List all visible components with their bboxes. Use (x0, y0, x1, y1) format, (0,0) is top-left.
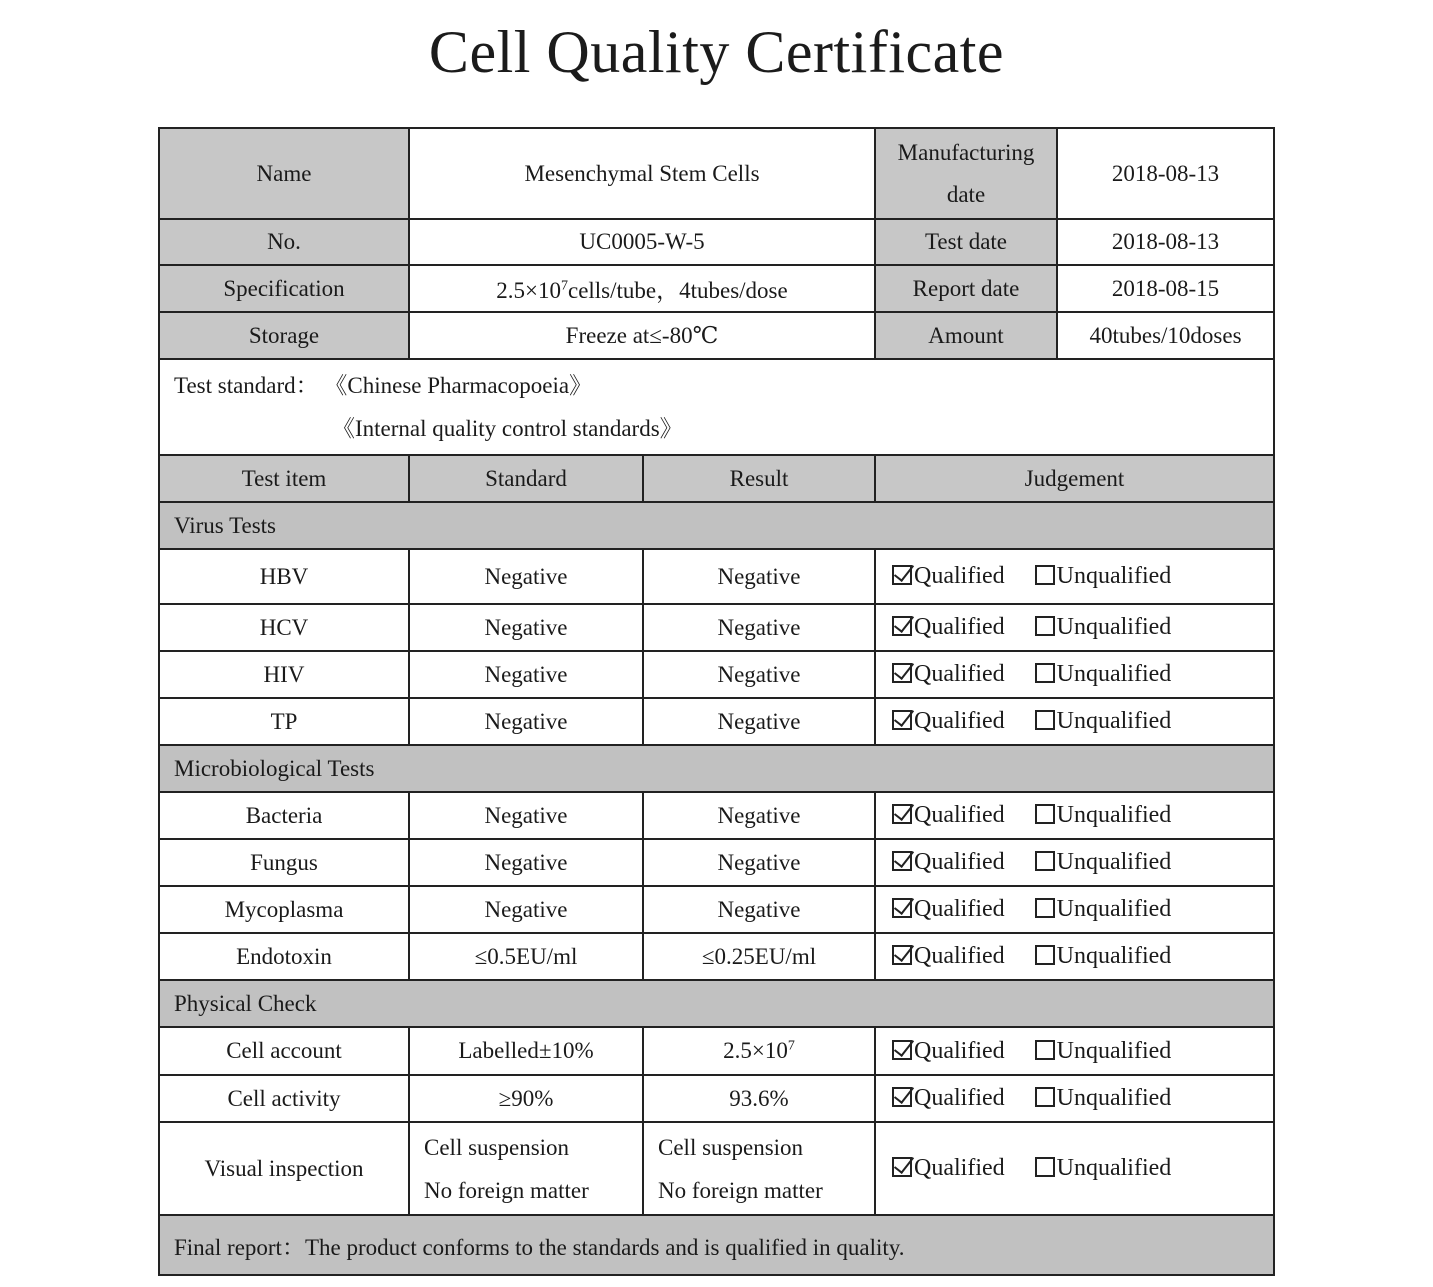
amount-label: Amount (875, 312, 1057, 359)
qualified-label: Qualified (914, 802, 1005, 828)
result-exponent: 7 (787, 1038, 795, 1054)
result-line1: Cell suspension (658, 1134, 804, 1160)
standard-value: Negative (409, 651, 643, 698)
unqualified-label: Unqualified (1056, 849, 1172, 875)
standard-value: Negative (409, 886, 643, 933)
info-row-storage (159, 312, 1274, 359)
final-report-cell (159, 1215, 1274, 1275)
test-item: TP (159, 698, 409, 745)
qualified-label: Qualified (914, 943, 1005, 969)
result-value: ≤0.25EU/ml (643, 933, 875, 980)
table-row (159, 1027, 1274, 1075)
table-row (159, 651, 1274, 698)
judgement-cell (875, 549, 1274, 604)
standard-value: ≤0.5EU/ml (409, 933, 643, 980)
standard-value: Labelled±10% (409, 1027, 643, 1075)
test-date-value: 2018-08-13 (1057, 219, 1274, 265)
standard-value: Negative (409, 792, 643, 839)
test-standard-line2: 《Internal quality control standards》 (332, 416, 683, 441)
final-report-label: Final report： (174, 1234, 305, 1260)
unqualified-checkbox[interactable] (1035, 804, 1055, 824)
judgement-cell (875, 1075, 1274, 1122)
unqualified-label: Unqualified (1056, 563, 1172, 589)
judgement-cell (875, 933, 1274, 980)
unqualified-checkbox[interactable] (1035, 616, 1055, 636)
result-value: Negative (643, 792, 875, 839)
result-value: Negative (643, 839, 875, 886)
unqualified-checkbox[interactable] (1035, 1157, 1055, 1177)
qualified-checkbox[interactable] (892, 663, 912, 683)
info-row-spec (159, 265, 1274, 312)
unqualified-checkbox[interactable] (1035, 1087, 1055, 1107)
qualified-checkbox[interactable] (892, 616, 912, 636)
test-item: Cell activity (159, 1075, 409, 1122)
unqualified-checkbox[interactable] (1035, 945, 1055, 965)
result-value: Negative (643, 651, 875, 698)
certificate-table (158, 127, 1275, 1276)
standard-value: Negative (409, 604, 643, 651)
qualified-label: Qualified (914, 896, 1005, 922)
result-value: Negative (643, 698, 875, 745)
test-item: HIV (159, 651, 409, 698)
manufacturing-date-label (875, 128, 1057, 219)
judgement-cell (875, 886, 1274, 933)
unqualified-checkbox[interactable] (1035, 663, 1055, 683)
section-micro (159, 745, 1274, 792)
test-standard-cell (159, 359, 1274, 455)
qualified-checkbox[interactable] (892, 898, 912, 918)
result-value: 93.6% (643, 1075, 875, 1122)
judgement-cell (875, 698, 1274, 745)
unqualified-checkbox[interactable] (1035, 1040, 1055, 1060)
test-item: HCV (159, 604, 409, 651)
judgement-cell (875, 1027, 1274, 1075)
standard-value (409, 1122, 643, 1215)
result-line2: No foreign matter (658, 1177, 823, 1203)
test-item: Mycoplasma (159, 886, 409, 933)
test-item: Fungus (159, 839, 409, 886)
unqualified-label: Unqualified (1056, 802, 1172, 828)
storage-value: Freeze at≤-80℃ (409, 312, 875, 359)
name-value: Mesenchymal Stem Cells (409, 128, 875, 219)
test-item: Endotoxin (159, 933, 409, 980)
section-virus-label: Virus Tests (159, 502, 1274, 549)
result-value: Negative (643, 886, 875, 933)
result-value (643, 1122, 875, 1215)
qualified-checkbox[interactable] (892, 945, 912, 965)
qualified-label: Qualified (914, 849, 1005, 875)
result-value (643, 1027, 875, 1075)
manufacturing-date-value: 2018-08-13 (1057, 128, 1274, 219)
header-judgement: Judgement (875, 455, 1274, 502)
standard-value: Negative (409, 839, 643, 886)
test-standard-row (159, 359, 1274, 455)
qualified-checkbox[interactable] (892, 1157, 912, 1177)
header-result: Result (643, 455, 875, 502)
storage-label: Storage (159, 312, 409, 359)
unqualified-label: Unqualified (1056, 661, 1172, 687)
judgement-cell (875, 651, 1274, 698)
manufacturing-label-line2: date (946, 181, 986, 207)
test-item: HBV (159, 549, 409, 604)
table-row (159, 1075, 1274, 1122)
standard-line2: No foreign matter (424, 1177, 589, 1203)
table-row (159, 1122, 1274, 1215)
test-item: Visual inspection (159, 1122, 409, 1215)
judgement-cell (875, 792, 1274, 839)
header-test-item: Test item (159, 455, 409, 502)
test-item: Cell account (159, 1027, 409, 1075)
unqualified-label: Unqualified (1056, 614, 1172, 640)
table-row (159, 839, 1274, 886)
test-standard-label: Test standard： (174, 373, 319, 398)
final-report-text: The product conforms to the standards and is qualified in quality. (304, 1234, 905, 1260)
table-row (159, 549, 1274, 604)
qualified-checkbox[interactable] (892, 710, 912, 730)
standard-value: Negative (409, 698, 643, 745)
unqualified-checkbox[interactable] (1035, 898, 1055, 918)
table-row (159, 886, 1274, 933)
info-row-name (159, 128, 1274, 219)
test-standard-line1: 《Chinese Pharmacopoeia》 (324, 373, 593, 398)
spec-value-exponent: 7 (560, 278, 568, 294)
qualified-label: Qualified (914, 614, 1005, 640)
judgement-cell (875, 1122, 1274, 1215)
unqualified-label: Unqualified (1056, 943, 1172, 969)
section-physical-label: Physical Check (159, 980, 1274, 1027)
standard-value: ≥90% (409, 1075, 643, 1122)
page-title: Cell Quality Certificate (428, 19, 1005, 85)
qualified-checkbox[interactable] (892, 851, 912, 871)
section-virus (159, 502, 1274, 549)
qualified-label: Qualified (914, 708, 1005, 734)
qualified-checkbox[interactable] (892, 804, 912, 824)
standard-value: Negative (409, 549, 643, 604)
table-header-row (159, 455, 1274, 502)
report-date-label: Report date (875, 265, 1057, 312)
judgement-cell (875, 839, 1274, 886)
table-row (159, 933, 1274, 980)
info-row-no (159, 219, 1274, 265)
unqualified-checkbox[interactable] (1035, 710, 1055, 730)
manufacturing-label-line1: Manufacturing (897, 139, 1035, 165)
no-value: UC0005-W-5 (409, 219, 875, 265)
specification-label: Specification (159, 265, 409, 312)
spec-value-base: 2.5×10 (496, 278, 561, 303)
name-label: Name (159, 128, 409, 219)
unqualified-checkbox[interactable] (1035, 565, 1055, 585)
amount-value: 40tubes/10doses (1057, 312, 1274, 359)
qualified-checkbox[interactable] (892, 1087, 912, 1107)
standard-line1: Cell suspension (424, 1134, 570, 1160)
unqualified-checkbox[interactable] (1035, 851, 1055, 871)
section-micro-label: Microbiological Tests (159, 745, 1274, 792)
test-date-label: Test date (875, 219, 1057, 265)
qualified-checkbox[interactable] (892, 565, 912, 585)
judgement-cell (875, 604, 1274, 651)
table-row (159, 604, 1274, 651)
unqualified-label: Unqualified (1056, 896, 1172, 922)
qualified-label: Qualified (914, 563, 1005, 589)
qualified-label: Qualified (914, 1155, 1005, 1181)
qualified-label: Qualified (914, 1037, 1005, 1064)
header-standard: Standard (409, 455, 643, 502)
result-value: Negative (643, 604, 875, 651)
test-item: Bacteria (159, 792, 409, 839)
qualified-checkbox[interactable] (892, 1040, 912, 1060)
qualified-label: Qualified (914, 661, 1005, 687)
table-row (159, 792, 1274, 839)
result-base: 2.5×10 (723, 1038, 788, 1063)
unqualified-label: Unqualified (1056, 1155, 1172, 1181)
unqualified-label: Unqualified (1056, 1037, 1172, 1064)
qualified-label: Qualified (914, 1085, 1005, 1111)
result-value: Negative (643, 549, 875, 604)
unqualified-label: Unqualified (1056, 1085, 1172, 1111)
section-physical (159, 980, 1274, 1027)
final-report-row (159, 1215, 1274, 1275)
table-row (159, 698, 1274, 745)
report-date-value: 2018-08-15 (1057, 265, 1274, 312)
unqualified-label: Unqualified (1056, 708, 1172, 734)
specification-value (409, 265, 875, 312)
no-label: No. (159, 219, 409, 265)
spec-value-unit: cells/tube，4tubes/dose (567, 278, 788, 303)
